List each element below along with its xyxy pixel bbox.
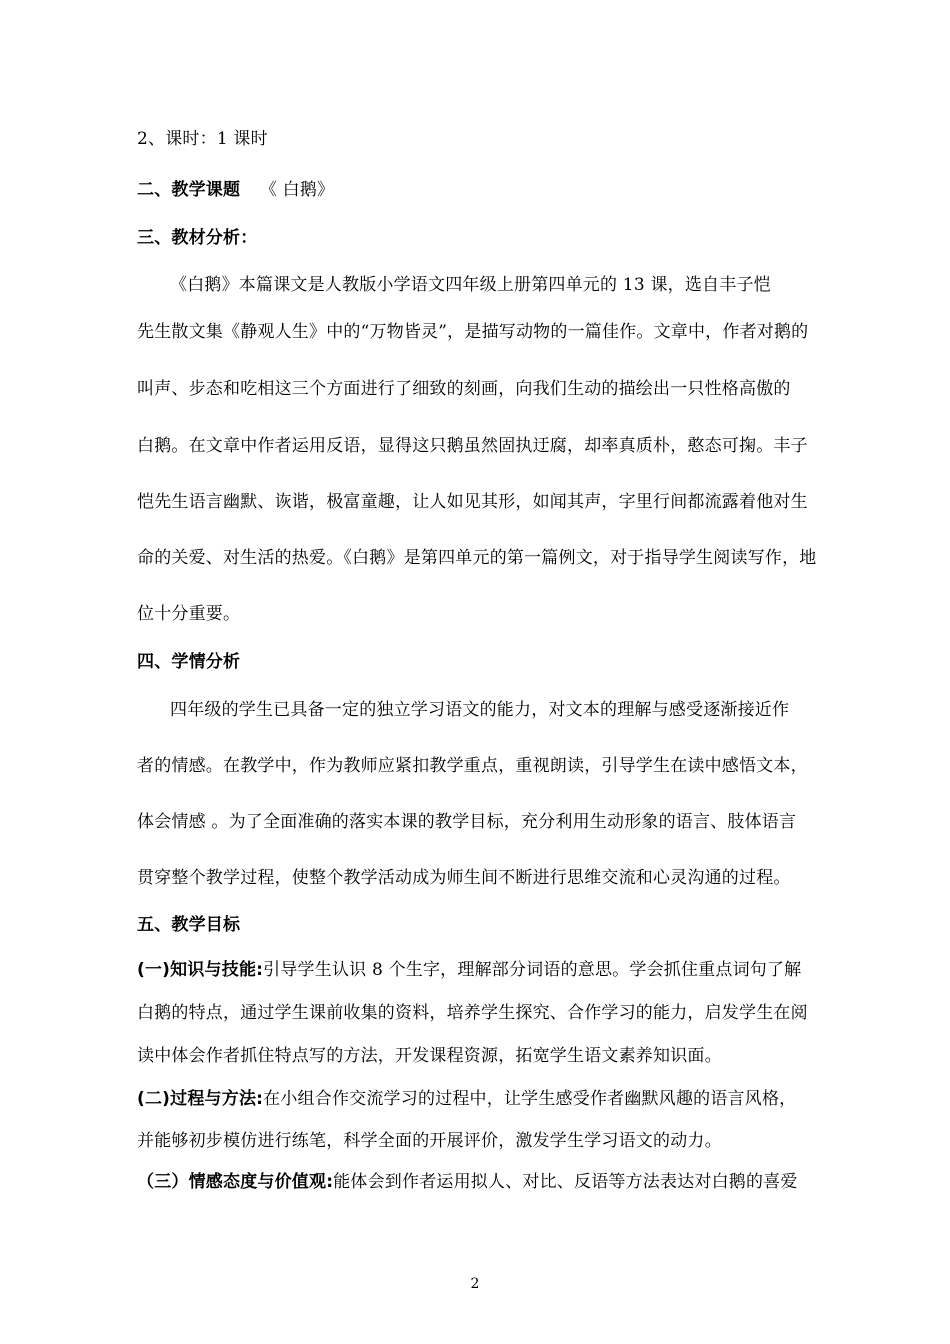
analysis-line: 恺先生语言幽默、诙谐，极富童趣，让人如见其形，如闻其声，字里行间都流露着他对生 [137,492,808,512]
analysis-line: 叫声、步态和吃相这三个方面进行了细致的刻画，向我们生动的描绘出一只性格高傲的 [137,379,791,399]
topic-heading: 二、教学课题 [137,180,241,200]
students-line: 者的情感。在教学中，作为教师应紧扣教学重点，重视朗读，引导学生在读中感悟文本， [137,756,808,776]
topic-title: 《 白鹅》 [259,180,335,200]
class-hours-line: 2、课时：1 课时 [137,129,268,149]
goal2-text: 在小组合作交流学习的过程中，让学生感受作者幽默风趣的语言风格， [263,1089,797,1109]
analysis-line: 白鹅。在文章中作者运用反语，显得这只鹅虽然固执迂腐，却率真质朴，憨态可掬。丰子 [137,436,808,456]
students-line: 四年级的学生已具备一定的独立学习语文的能力，对文本的理解与感受逐渐接近作 [170,700,790,720]
students-heading: 四、学情分析 [137,652,241,672]
page-number: 2 [470,1276,480,1292]
analysis-line: 先生散文集《静观人生》中的“万物皆灵”，是描写动物的一篇佳作。文章中，作者对鹅的 [137,322,809,342]
goal3-line [137,1170,798,1194]
goal2-line: 并能够初步模仿进行练笔，科学全面的开展评价，激发学生学习语文的动力。 [137,1131,722,1151]
goal1-line: 白鹅的特点，通过学生课前收集的资料，培养学生探究、合作学习的能力，启发学生在阅 [137,1003,808,1023]
topic-line [137,178,334,202]
goals-heading: 五、教学目标 [137,915,241,935]
analysis-line: 《白鹅》本篇课文是人教版小学语文四年级上册第四单元的 13 课，选自丰子恺 [170,275,771,295]
goal3-text: 能体会到作者运用拟人、对比、反语等方法表达对白鹅的喜爱 [333,1172,798,1192]
goal1-text: 引导学生认识 8 个生字，理解部分词语的意思。学会抓住重点词句了解 [263,960,802,980]
analysis-line: 位十分重要。 [137,604,241,624]
analysis-heading: 三、教材分析： [137,228,258,248]
goal1-line: 读中体会作者抓住特点写的方法，开发课程资源，拓宽学生语文素养知识面。 [137,1046,722,1066]
goal3-label: （三）情感态度与价值观: [137,1172,334,1192]
goal2-line [137,1087,796,1111]
analysis-line: 命的关爱、对生活的热爱。《白鹅》是第四单元的第一篇例文，对于指导学生阅读写作，地 [137,548,817,568]
students-line: 贯穿整个教学过程，使整个教学活动成为师生间不断进行思维交流和心灵沟通的过程。 [137,868,791,888]
students-line: 体会情感 。为了全面准确的落实本课的教学目标，充分利用生动形象的语言、肢体语言 [137,812,797,832]
goal2-label: (二)过程与方法: [137,1089,264,1109]
goal1-label: (一)知识与技能: [137,960,264,980]
goal1-line [137,958,801,982]
